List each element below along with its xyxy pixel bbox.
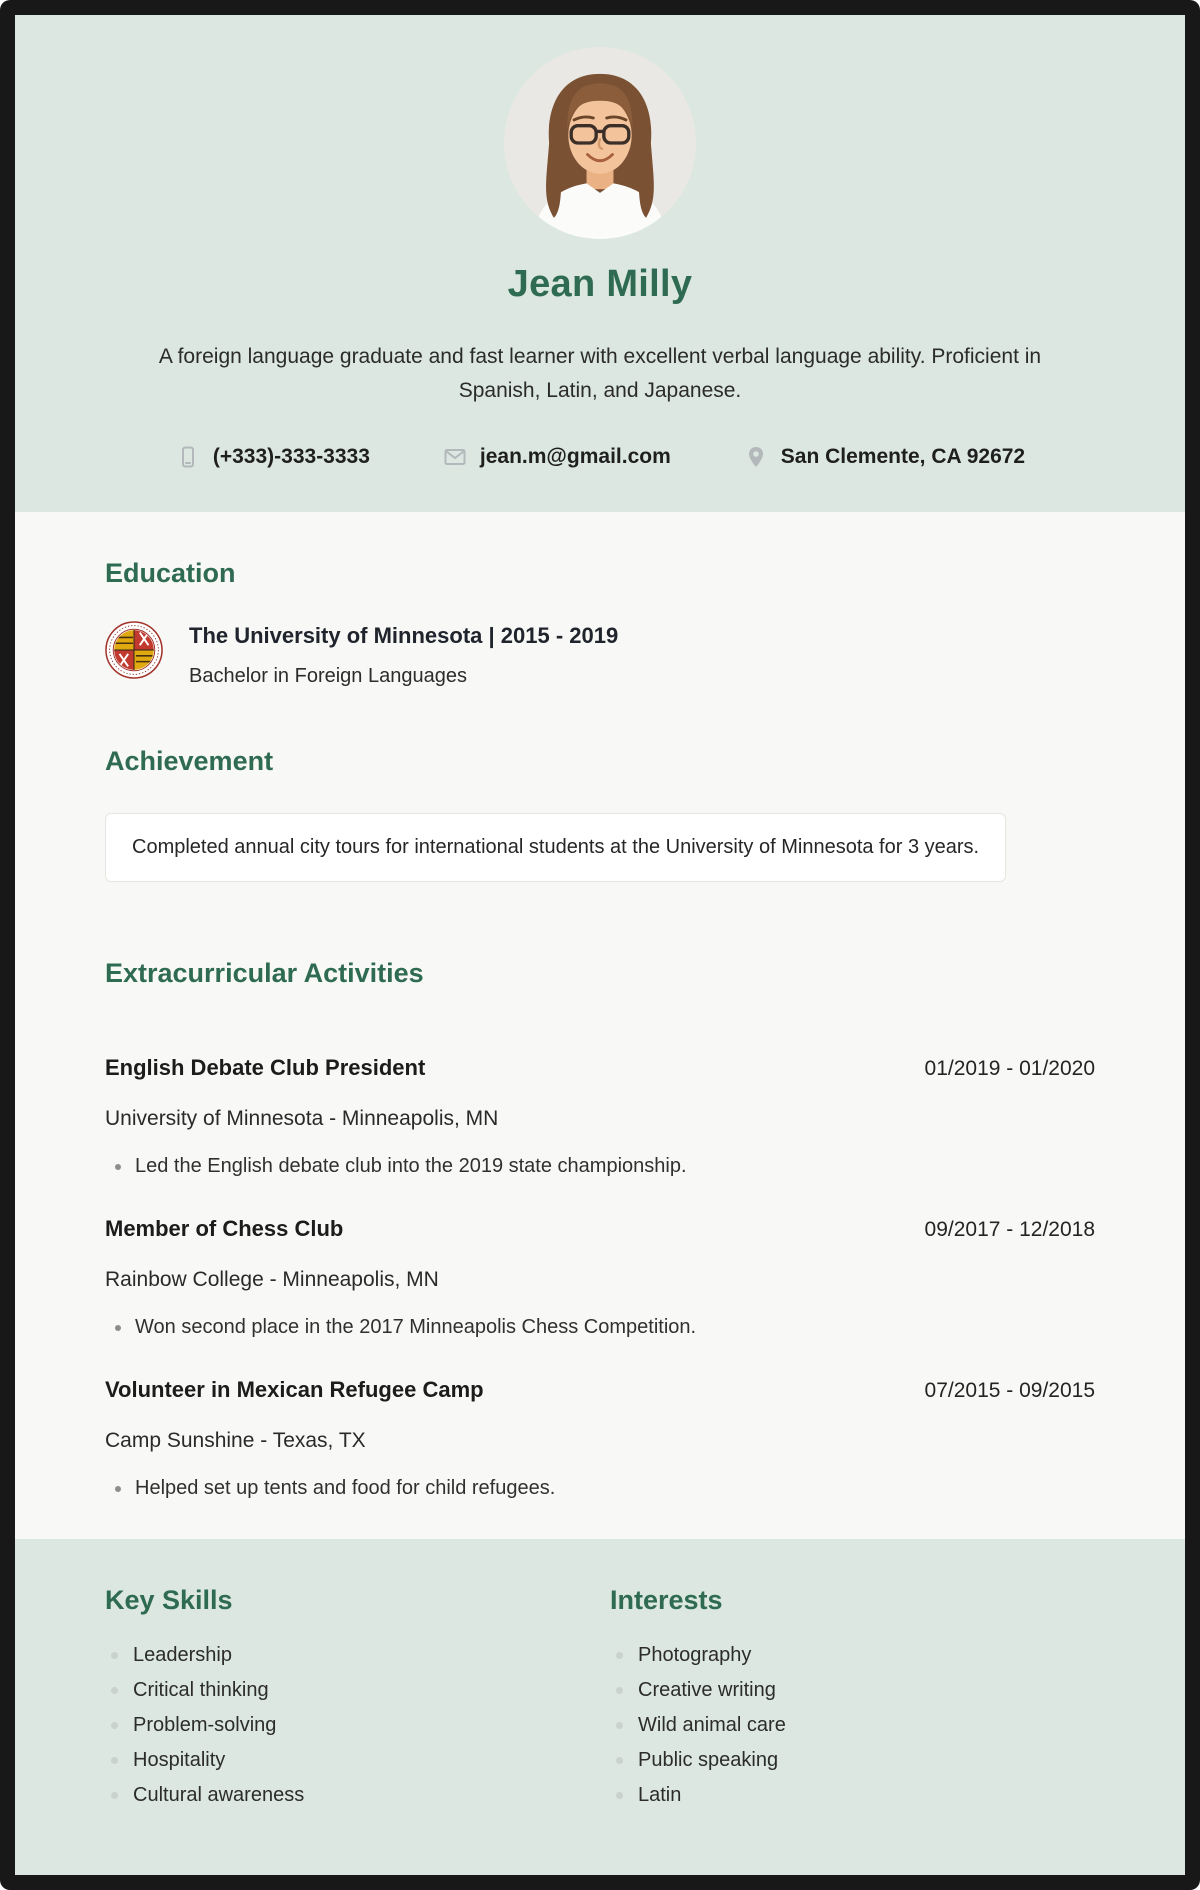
activity-dates: 01/2019 - 01/2020 — [924, 1057, 1095, 1081]
location-text: San Clemente, CA 92672 — [780, 445, 1026, 469]
candidate-name: Jean Milly — [507, 263, 693, 305]
key-skills-list — [105, 1644, 590, 1807]
profile-photo-illustration — [504, 47, 696, 239]
activity-bullet: Led the English debate club into the 2019 state championship. — [105, 1155, 1095, 1178]
education-details — [189, 621, 618, 688]
education-section — [105, 558, 1095, 688]
interest-item: Public speaking — [610, 1749, 1095, 1772]
education-degree: Bachelor in Foreign Languages — [189, 665, 467, 688]
activity-dates: 07/2015 - 09/2015 — [924, 1379, 1095, 1403]
activity-head — [105, 1377, 1095, 1403]
contact-phone — [175, 444, 370, 470]
activity-title: Member of Chess Club — [105, 1216, 344, 1242]
skill-item: Cultural awareness — [105, 1784, 590, 1807]
achievement-section — [105, 746, 1095, 882]
mobile-phone-icon — [175, 444, 201, 470]
interest-item: Creative writing — [610, 1679, 1095, 1702]
interest-item: Latin — [610, 1784, 1095, 1807]
profile-photo — [504, 47, 696, 239]
contact-row — [115, 444, 1085, 470]
education-entry — [105, 621, 1095, 688]
activity-bullet: Helped set up tents and food for child refugees. — [105, 1477, 1095, 1500]
achievement-heading: Achievement — [105, 746, 274, 777]
email-address: jean.m@gmail.com — [479, 445, 671, 469]
key-skills-heading: Key Skills — [105, 1585, 233, 1615]
activity-organization: Camp Sunshine - Texas, TX — [105, 1429, 366, 1453]
interests-heading: Interests — [610, 1585, 723, 1615]
resume-body — [15, 512, 1185, 1539]
activity-title: Volunteer in Mexican Refugee Camp — [105, 1377, 484, 1403]
activity-bullet-list — [105, 1477, 1095, 1500]
activity-organization: University of Minnesota - Minneapolis, MN — [105, 1107, 499, 1131]
university-seal-logo — [105, 621, 163, 679]
contact-email — [442, 444, 671, 470]
activity-head — [105, 1216, 1095, 1242]
key-skills-column — [105, 1585, 590, 1819]
interests-list — [610, 1644, 1095, 1807]
skill-item: Problem-solving — [105, 1714, 590, 1737]
activity-bullet: Won second place in the 2017 Minneapolis Chess Competition. — [105, 1316, 1095, 1339]
activity-entry — [105, 1055, 1095, 1178]
resume-header — [15, 15, 1185, 512]
activities-section — [105, 958, 1095, 1500]
activity-bullet-list — [105, 1316, 1095, 1339]
activity-entry — [105, 1377, 1095, 1500]
interests-column — [610, 1585, 1095, 1819]
activity-entry — [105, 1216, 1095, 1339]
skill-item: Critical thinking — [105, 1679, 590, 1702]
phone-number: (+333)-333-3333 — [212, 445, 370, 469]
education-heading: Education — [105, 558, 236, 589]
activity-dates: 09/2017 - 12/2018 — [924, 1218, 1095, 1242]
location-pin-icon — [743, 444, 769, 470]
skill-item: Leadership — [105, 1644, 590, 1667]
activities-heading: Extracurricular Activities — [105, 958, 424, 989]
education-school-line: The University of Minnesota | 2015 - 2019 — [189, 623, 619, 649]
contact-location — [743, 444, 1025, 470]
activity-bullet-list — [105, 1155, 1095, 1178]
envelope-icon — [442, 444, 468, 470]
skill-item: Hospitality — [105, 1749, 590, 1772]
resume-footer — [15, 1539, 1185, 1875]
summary-text: A foreign language graduate and fast learner with excellent verbal language ability. Proficient in Spanish, Latin, and Japanese. — [158, 345, 1042, 403]
achievement-text-box: Completed annual city tours for international students at the University of Minnesota for 3 years. — [105, 813, 1006, 882]
interest-item: Photography — [610, 1644, 1095, 1667]
activity-head — [105, 1055, 1095, 1081]
activity-title: English Debate Club President — [105, 1055, 426, 1081]
activity-organization: Rainbow College - Minneapolis, MN — [105, 1268, 439, 1292]
interest-item: Wild animal care — [610, 1714, 1095, 1737]
